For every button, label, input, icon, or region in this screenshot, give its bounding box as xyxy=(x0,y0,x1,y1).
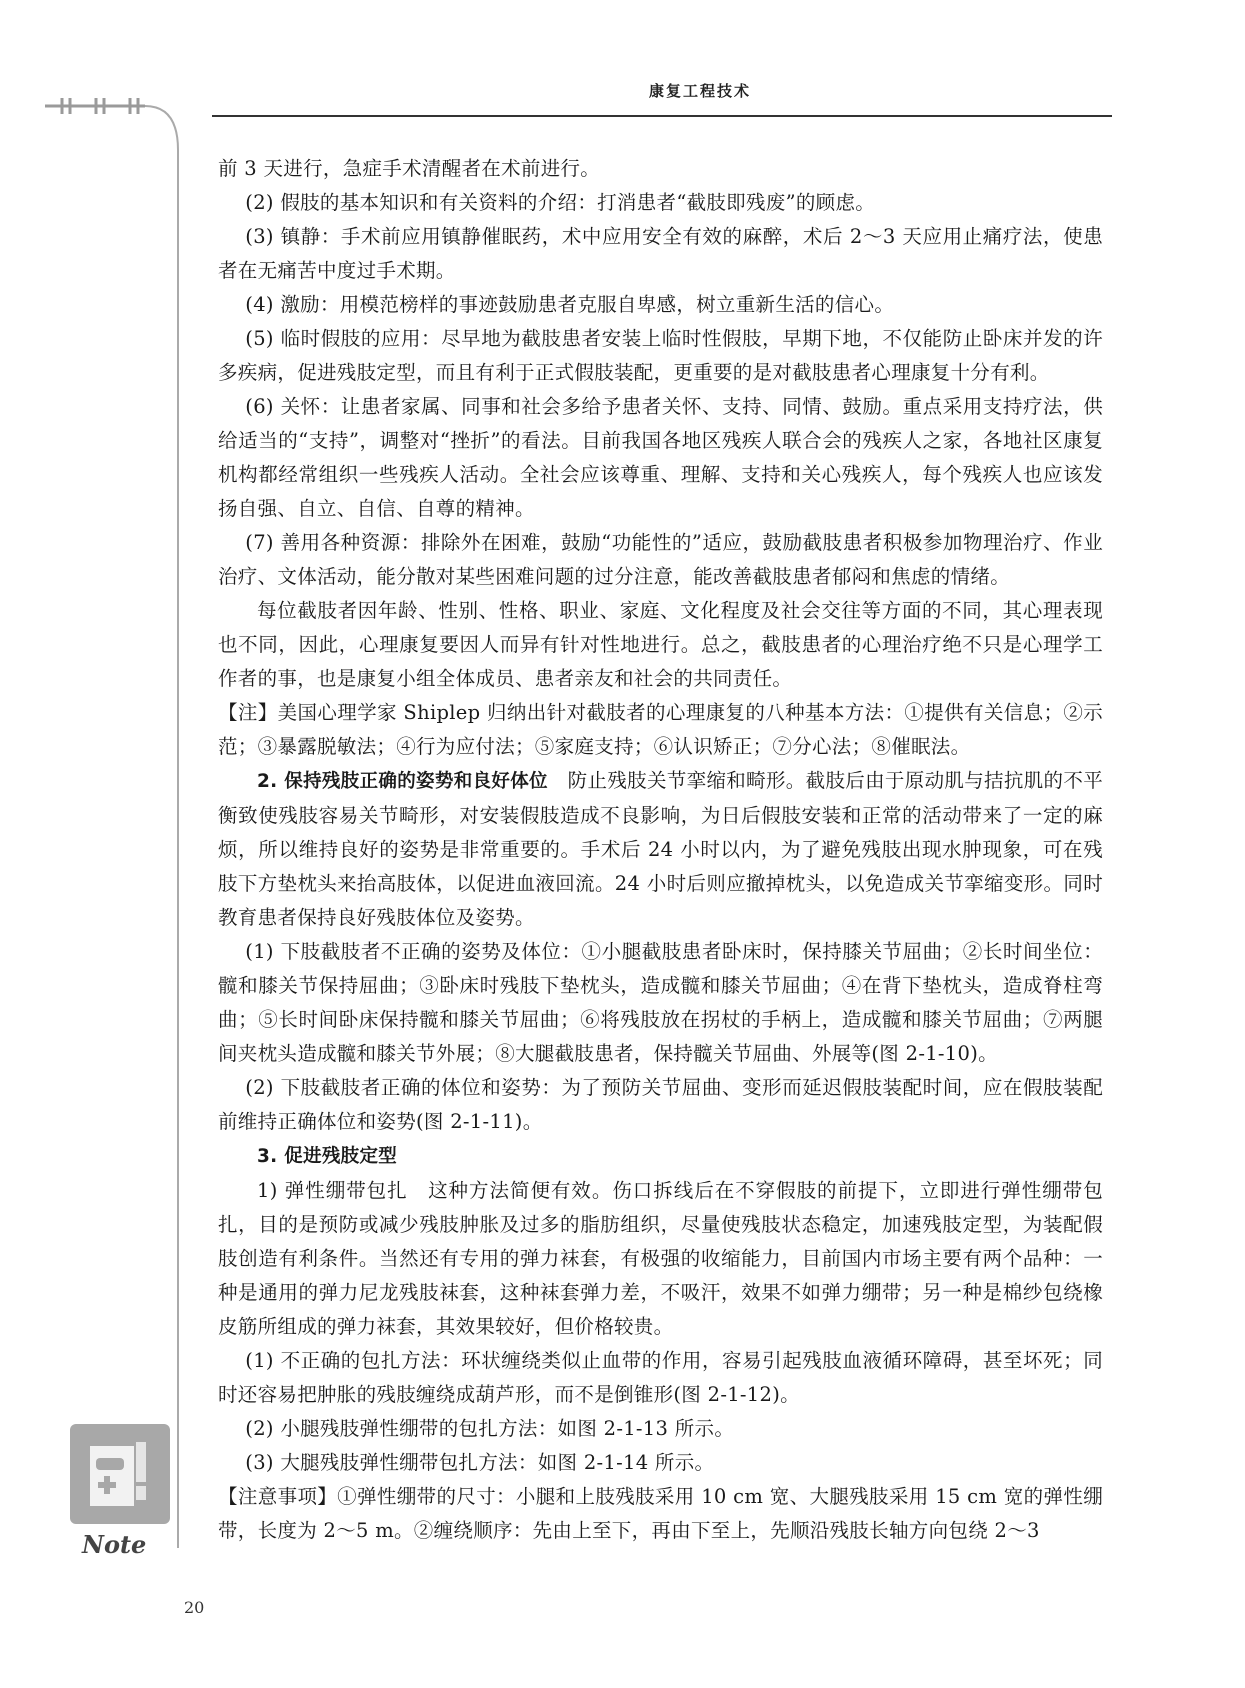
paragraph: 1) 弹性绷带包扎 这种方法简便有效。伤口拆线后在不穿假肢的前提下，立即进行弹性绷带包扎，目的是预防或减少残肢肿胀及过多的脂肪组织，尽量使残肢状态稳定，加速残肢定型，为装配假肢创造有利条件。当然还有专用的弹力袜套，有极强的收缩能力，目前国内市场主要有两个品种：一种是通用的弹力尼龙残肢袜套，这种袜套弹力差，不吸汗，效果不如弹力绷带；另一种是棉纱包绕橡皮筋所组成的弹力袜套，其效果较好，但价格较贵。 xyxy=(218,1179,1103,1338)
paragraph xyxy=(218,764,1103,935)
note-paragraph: 【注】美国心理学家 Shiplep 归纳出针对截肢者的心理康复的八种基本方法：①提供有关信息；②示范；③暴露脱敏法；④行为应付法；⑤家庭支持；⑥认识矫正；⑦分心法；⑧催眠法。 xyxy=(218,701,1103,758)
paragraph-body: 防止残肢关节挛缩和畸形。截肢后由于原动肌与拮抗肌的不平衡致使残肢容易关节畸形，对安装假肢造成不良影响，为日后假肢安装和正常的活动带来了一定的麻烦，所以维持良好的姿势是非常重要的。手术后 24 小时以内，为了避免残肢出现水肿现象，可在残肢下方垫枕头来抬高肢体，以促进血液回流。24 小时后则应撤掉枕头，以免造成关节挛缩变形。同时教育患者保持良好残肢体位及姿势。 xyxy=(218,769,1103,929)
running-header-title: 康复工程技术 xyxy=(648,82,751,100)
paragraph: (1) 下肢截肢者不正确的姿势及体位：①小腿截肢患者卧床时，保持膝关节屈曲；②长时间坐位：髋和膝关节保持屈曲；③卧床时残肢下垫枕头，造成髋和膝关节屈曲；④在背下垫枕头，造成脊柱弯曲；⑤长时间卧床保持髋和膝关节屈曲；⑥将残肢放在拐杖的手柄上，造成髋和膝关节屈曲；⑦两腿间夹枕头造成髋和膝关节外展；⑧大腿截肢患者，保持髋关节屈曲、外展等(图 2-1-10)。 xyxy=(218,940,1103,1065)
note-label: Note xyxy=(82,1530,147,1559)
paragraph: (2) 小腿残肢弹性绷带的包扎方法：如图 2-1-13 所示。 xyxy=(245,1417,735,1440)
paragraph: (4) 激励：用模范榜样的事迹鼓励患者克服自卑感，树立重新生活的信心。 xyxy=(245,293,895,316)
paragraph: (3) 镇静：手术前应用镇静催眠药，术中应用安全有效的麻醉，术后 2～3 天应用止痛疗法，使患者在无痛苦中度过手术期。 xyxy=(218,225,1103,282)
paragraph: (7) 善用各种资源：排除外在困难，鼓励“功能性的”适应，鼓励截肢患者积极参加物理治疗、作业治疗、文体活动，能分散对某些困难问题的过分注意，能改善截肢患者郁闷和焦虑的情绪。 xyxy=(218,531,1103,588)
paragraph: (2) 假肢的基本知识和有关资料的介绍：打消患者“截肢即残废”的顾虑。 xyxy=(245,191,876,214)
paragraph: (2) 下肢截肢者正确的体位和姿势：为了预防关节屈曲、变形而延迟假肢装配时间，应在假肢装配前维持正确体位和姿势(图 2-1-11)。 xyxy=(218,1076,1103,1133)
paragraph: 每位截肢者因年龄、性别、性格、职业、家庭、文化程度及社会交往等方面的不同，其心理表现也不同，因此，心理康复要因人而异有针对性地进行。总之，截肢患者的心理治疗绝不只是心理学工作者的事，也是康复小组全体成员、患者亲友和社会的共同责任。 xyxy=(218,599,1103,690)
ribbon-bars-icon xyxy=(45,98,145,114)
margin-rule xyxy=(145,106,178,1548)
section-heading: 2. 保持残肢正确的姿势和良好体位 xyxy=(257,771,548,792)
note-paragraph: 【注意事项】①弹性绷带的尺寸：小腿和上肢残肢采用 10 cm 宽、大腿残肢采用 15 cm 宽的弹性绷带，长度为 2～5 m。②缠绕顺序：先由上至下，再由下至上，先顺沿残肢长轴方向包绕 2～3 xyxy=(218,1485,1103,1542)
section-heading: 3. 促进残肢定型 xyxy=(257,1146,398,1167)
section-heading-line xyxy=(218,1139,1103,1174)
body-text xyxy=(218,152,1103,1548)
page-number: 20 xyxy=(184,1598,205,1617)
paragraph: (3) 大腿残肢弹性绷带包扎方法：如图 2-1-14 所示。 xyxy=(245,1451,715,1474)
paragraph: 前 3 天进行，急症手术清醒者在术前进行。 xyxy=(218,157,601,180)
paragraph: (5) 临时假肢的应用：尽早地为截肢患者安装上临时性假肢，早期下地，不仅能防止卧床并发的许多疾病，促进残肢定型，而且有利于正式假肢装配，更重要的是对截肢患者心理康复十分有利。 xyxy=(218,327,1103,384)
header-rule xyxy=(212,115,1112,117)
paragraph: (6) 关怀：让患者家属、同事和社会多给予患者关怀、支持、同情、鼓励。重点采用支持疗法，供给适当的“支持”，调整对“挫折”的看法。目前我国各地区残疾人联合会的残疾人之家，各地社区康复机构都经常组织一些残疾人活动。全社会应该尊重、理解、支持和关心残疾人，每个残疾人也应该发扬自强、自立、自信、自尊的精神。 xyxy=(218,395,1103,520)
note-icon xyxy=(70,1424,170,1524)
paragraph: (1) 不正确的包扎方法：环状缠绕类似止血带的作用，容易引起残肢血液循环障碍，甚至坏死；同时还容易把肿胀的残肢缠绕成葫芦形，而不是倒锥形(图 2-1-12)。 xyxy=(218,1349,1103,1406)
